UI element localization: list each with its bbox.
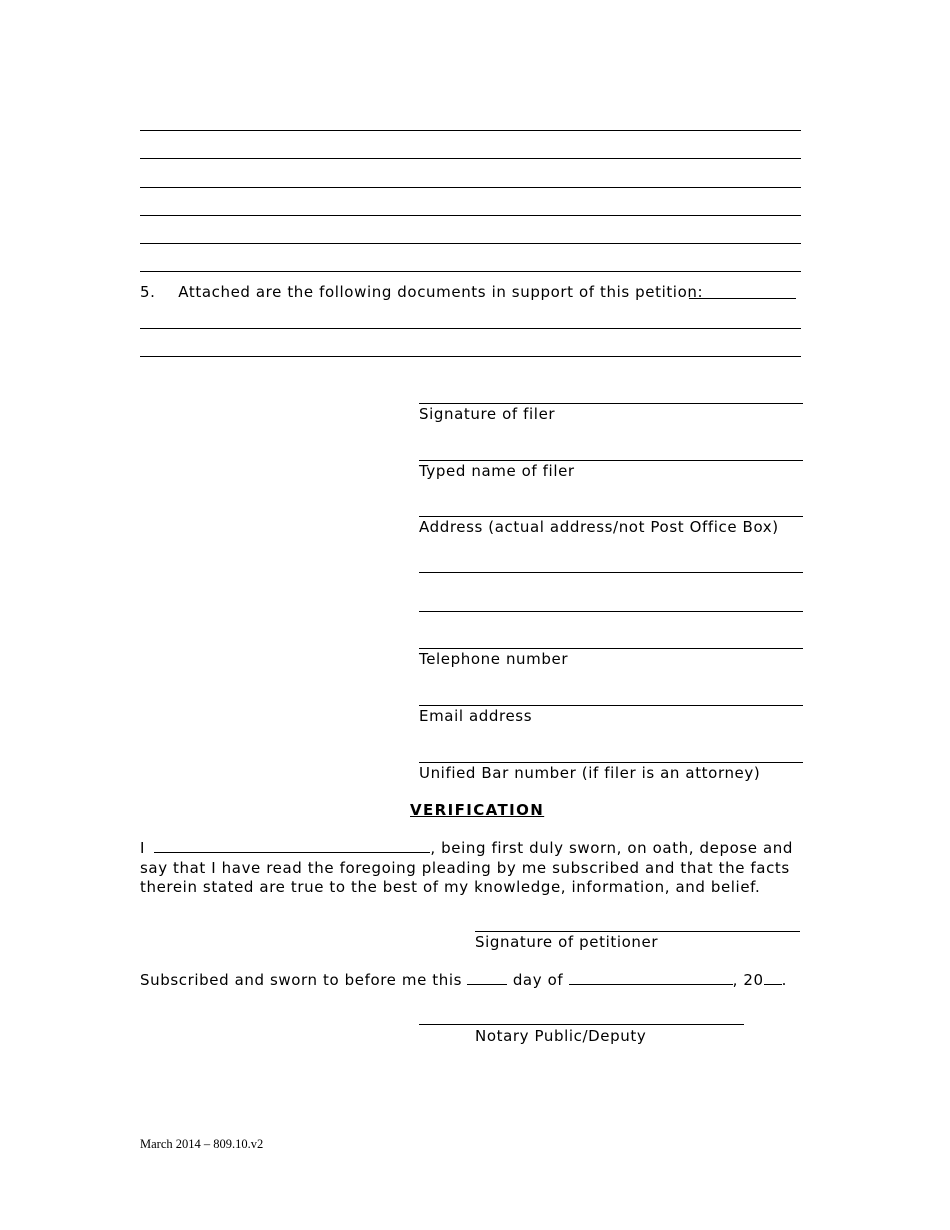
address-line[interactable] — [419, 516, 803, 517]
signature-of-filer-line[interactable] — [419, 403, 803, 404]
blank-line[interactable] — [140, 130, 801, 131]
sworn-statement — [140, 970, 787, 990]
verification-paragraph — [140, 838, 800, 898]
petitioner-signature-label: Signature of petitioner — [475, 933, 659, 951]
sworn-text-2: day of — [512, 971, 564, 989]
petitioner-signature-line[interactable] — [475, 931, 800, 932]
blank-line[interactable] — [140, 215, 801, 216]
verification-text: , being first duly sworn, on oath, depose and say that I have read the foregoing pleading by me subscribed and that the facts therein stated are true to the best of my knowledge, information, and belief. — [140, 839, 794, 896]
bar-number-line[interactable] — [419, 762, 803, 763]
address-line-2[interactable] — [419, 572, 803, 573]
sworn-text-4: . — [781, 971, 788, 989]
year-blank[interactable] — [764, 970, 782, 985]
email-label: Email address — [419, 707, 533, 725]
blank-line[interactable] — [140, 158, 801, 159]
blank-line[interactable] — [140, 356, 801, 357]
notary-signature-line[interactable] — [419, 1024, 744, 1025]
blank-line[interactable] — [140, 187, 801, 188]
affiant-name-blank[interactable] — [154, 838, 430, 853]
email-line[interactable] — [419, 705, 803, 706]
address-label: Address (actual address/not Post Office Box) — [419, 518, 779, 536]
notary-label: Notary Public/Deputy — [475, 1027, 647, 1045]
typed-name-label: Typed name of filer — [419, 462, 575, 480]
blank-line[interactable] — [140, 243, 801, 244]
month-blank[interactable] — [569, 970, 733, 985]
blank-line[interactable] — [140, 271, 801, 272]
verification-i: I — [140, 839, 146, 857]
documents-blank[interactable] — [689, 298, 796, 299]
item-5 — [140, 283, 703, 302]
bar-number-label: Unified Bar number (if filer is an attorney) — [419, 764, 761, 782]
typed-name-line[interactable] — [419, 460, 803, 461]
address-line-3[interactable] — [419, 611, 803, 612]
telephone-line[interactable] — [419, 648, 803, 649]
telephone-label: Telephone number — [419, 650, 569, 668]
signature-of-filer-label: Signature of filer — [419, 405, 556, 423]
sworn-text-1: Subscribed and sworn to before me this — [140, 971, 463, 989]
day-blank[interactable] — [467, 970, 507, 985]
verification-heading: VERIFICATION — [410, 801, 545, 819]
item-5-number: 5. — [140, 283, 156, 301]
item-5-text: Attached are the following documents in support of this petition: — [178, 283, 704, 301]
sworn-text-3: , 20 — [732, 971, 764, 989]
blank-line[interactable] — [140, 328, 801, 329]
form-code-footer: March 2014 – 809.10.v2 — [140, 1137, 264, 1151]
